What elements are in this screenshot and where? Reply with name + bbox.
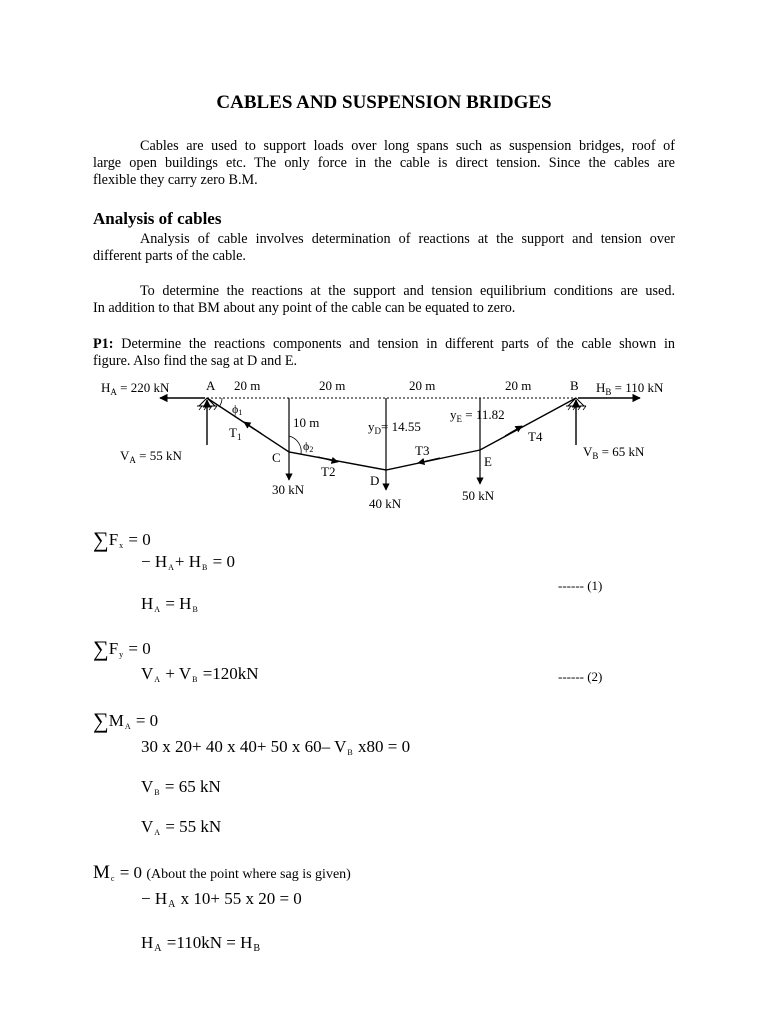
mc-line <box>141 889 302 910</box>
fy-tail: = 0 <box>124 639 151 658</box>
phi1-arc <box>219 398 222 407</box>
load-c-label: 30 kN <box>272 482 305 497</box>
ye-label: $y_E = 11.82$ <box>450 407 505 424</box>
ma-l-a: 30 x 20+ 40 x 40+ 50 x 60– V <box>141 737 347 756</box>
t1-label: $T_1$ <box>229 425 242 442</box>
ha-sub2: B <box>253 943 261 954</box>
yd-label: $y_D= 14.55$ <box>368 419 421 436</box>
t2-label: T2 <box>321 464 336 479</box>
fy-l-tail: =120kN <box>198 664 259 683</box>
intro-line-1: Cables are used to support loads over long spans such as suspension bridges, roof of <box>140 138 675 154</box>
va-result <box>141 817 221 837</box>
intro-paragraph <box>93 138 675 189</box>
fy-l-a: V <box>141 664 154 683</box>
mc-l-a: − H <box>141 889 168 908</box>
vb-tail: = 65 kN <box>160 777 221 796</box>
ma-head: M <box>108 711 124 730</box>
mc-l-tail: x 10+ 55 x 20 = 0 <box>176 889 302 908</box>
phi1-label: ϕ1 <box>232 402 243 417</box>
phi2-label: ϕ2 <box>303 439 314 454</box>
fy-l-mid: + V <box>161 664 192 683</box>
fy-head: F <box>108 639 119 658</box>
sigma-symbol: ∑ <box>93 636 109 661</box>
sigma-symbol: ∑ <box>93 708 109 733</box>
hb-label: $H_B = 110$ kN <box>596 380 664 397</box>
analysis-p1-line-1: Analysis of cable involves determination of reactions at the support and tension over <box>140 231 675 247</box>
fx-l1-sub2: B <box>202 563 208 572</box>
ha-a: H <box>141 933 154 952</box>
equation-number-1: ------ (1) <box>558 578 603 593</box>
equation-number-2: ------ (2) <box>558 669 603 684</box>
fy-l-sub: A <box>154 675 161 684</box>
fy-line <box>141 664 259 684</box>
sum-fy-equation <box>93 636 151 662</box>
va-sub: A <box>154 828 161 837</box>
sum-ma-equation <box>93 708 158 734</box>
fx-l1-mid: + H <box>174 552 202 571</box>
problem-line-1 <box>93 336 675 353</box>
sigma-symbol: ∑ <box>93 527 109 552</box>
problem-statement <box>93 336 675 370</box>
ha-result <box>141 933 261 954</box>
dim-c-label: 10 m <box>293 415 320 430</box>
analysis-p2-line-1: To determine the reactions at the support and tension equilibrium conditions are used. <box>140 283 675 299</box>
mc-tail: = 0 <box>115 863 143 882</box>
fx-l2-sub2: B <box>192 605 198 614</box>
fx-head: F <box>108 530 119 549</box>
vb-a: V <box>141 777 154 796</box>
fx-line-1 <box>141 552 235 572</box>
fx-tail: = 0 <box>124 530 151 549</box>
ma-line <box>141 737 410 757</box>
analysis-p1-line-2: different parts of the cable. <box>93 248 246 264</box>
va-a: V <box>141 817 154 836</box>
t4-arrow <box>505 426 522 436</box>
mc-sub: c <box>110 874 115 883</box>
ma-l-tail: x80 = 0 <box>353 737 411 756</box>
fx-line-2 <box>141 594 199 614</box>
point-e-label: E <box>484 454 492 469</box>
va-tail: = 55 kN <box>161 817 222 836</box>
span-2-label: 20 m <box>319 378 346 393</box>
fy-sub: y <box>119 650 124 659</box>
fx-l2-a: H <box>141 594 154 613</box>
problem-label: P1: <box>93 336 114 352</box>
cable-line <box>207 398 576 470</box>
mc-note: (About the point where sag is given) <box>146 867 351 882</box>
intro-line-2: large open buildings etc. The only force in the cable is direct tension. Since the cables are <box>93 155 675 171</box>
fx-l1-tail: = 0 <box>208 552 235 571</box>
fx-l2-sub: A <box>154 605 161 614</box>
point-c-label: C <box>272 450 281 465</box>
point-d-label: D <box>370 473 380 488</box>
fy-l-sub2: B <box>192 675 198 684</box>
sum-fx-equation <box>93 527 151 553</box>
analysis-p2-line-2: In addition to that BM about any point of the cable can be equated to zero. <box>93 300 516 316</box>
fx-l1-sub: A <box>168 563 174 572</box>
ma-l-sub: B <box>347 748 353 757</box>
phi2-arc <box>289 436 301 454</box>
va-label: $V_A = 55$ kN <box>120 448 182 465</box>
span-1-label: 20 m <box>234 378 261 393</box>
page-title: CABLES AND SUSPENSION BRIDGES <box>216 92 552 113</box>
cable-diagram <box>0 370 768 520</box>
ha-mid: =110kN = H <box>162 933 253 952</box>
problem-line-2: figure. Also find the sag at D and E. <box>93 353 298 369</box>
t2-arrow <box>318 457 338 462</box>
span-4-label: 20 m <box>505 378 532 393</box>
ma-sub: A <box>124 722 131 731</box>
load-e-label: 50 kN <box>462 488 495 503</box>
point-a-label: A <box>206 378 216 393</box>
analysis-paragraph-2 <box>93 283 675 317</box>
point-b-label: B <box>570 378 579 393</box>
mc-head: M <box>93 862 110 883</box>
fx-sub: x <box>119 541 124 550</box>
fx-l2-mid: = H <box>161 594 192 613</box>
ha-label: $H_A = 220$ kN <box>101 380 170 397</box>
span-3-label: 20 m <box>409 378 436 393</box>
intro-line-3: flexible they carry zero B.M. <box>93 172 258 188</box>
ha-sub: A <box>154 943 162 954</box>
t3-arrow <box>418 458 440 463</box>
section-heading: Analysis of cables <box>93 209 222 228</box>
fx-l1-a: − H <box>141 552 168 571</box>
analysis-paragraph-1 <box>93 231 675 265</box>
ma-tail: = 0 <box>131 711 159 730</box>
load-d-label: 40 kN <box>369 496 402 511</box>
vb-label: $V_B = 65$ kN <box>583 444 645 461</box>
mc-l-sub: A <box>168 899 176 910</box>
t3-label: T3 <box>415 443 430 458</box>
mc-equation <box>93 862 351 884</box>
vb-sub: B <box>154 788 160 797</box>
problem-text-1: Determine the reactions components and tension in different parts of the cable shown in <box>113 336 675 352</box>
t1-arrow <box>244 422 262 434</box>
vb-result <box>141 777 221 797</box>
t4-label: T4 <box>528 429 543 444</box>
